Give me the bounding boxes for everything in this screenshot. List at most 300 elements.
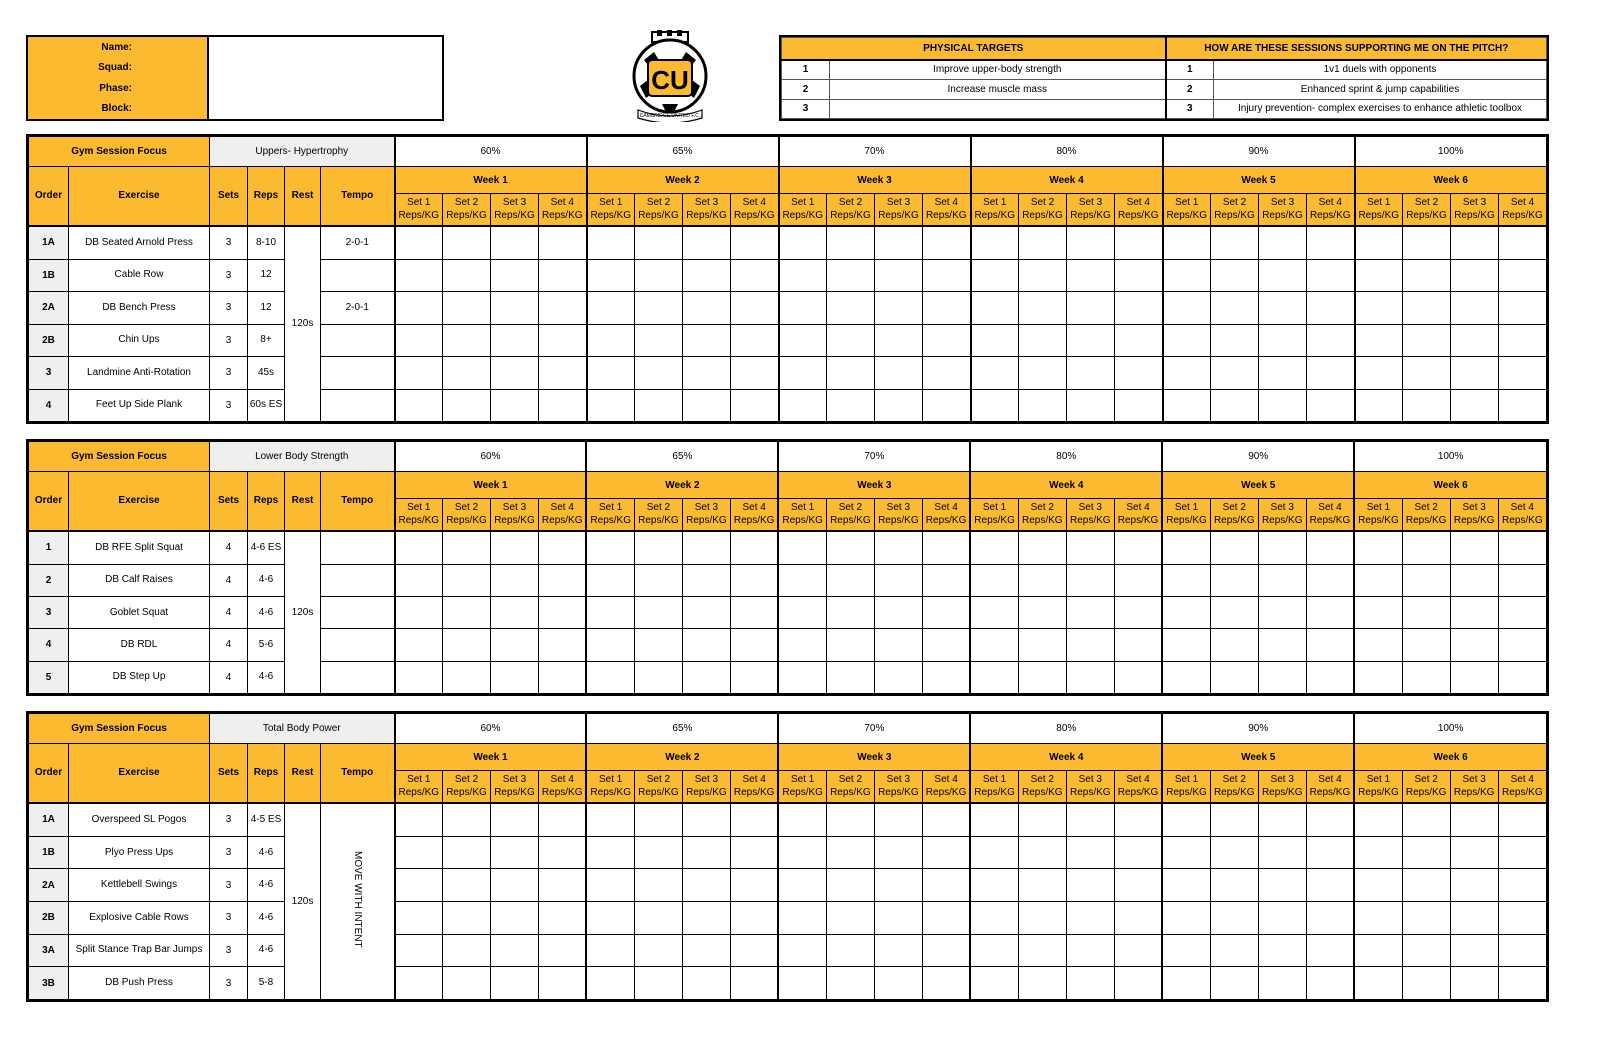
- log-entry-cell[interactable]: [778, 661, 826, 693]
- log-entry-cell[interactable]: [491, 292, 539, 324]
- log-entry-cell[interactable]: [1354, 934, 1402, 967]
- log-entry-cell[interactable]: [778, 531, 826, 565]
- log-entry-cell[interactable]: [538, 803, 586, 837]
- log-entry-cell[interactable]: [1067, 324, 1115, 356]
- log-entry-cell[interactable]: [1018, 902, 1066, 935]
- log-entry-cell[interactable]: [682, 803, 730, 837]
- log-entry-cell[interactable]: [971, 389, 1019, 421]
- log-entry-cell[interactable]: [586, 902, 634, 935]
- log-entry-cell[interactable]: [1402, 869, 1450, 902]
- log-entry-cell[interactable]: [827, 226, 875, 260]
- log-entry-cell[interactable]: [1403, 226, 1451, 260]
- log-entry-cell[interactable]: [1114, 836, 1162, 869]
- log-entry-cell[interactable]: [1114, 869, 1162, 902]
- log-entry-cell[interactable]: [586, 596, 634, 628]
- log-entry-cell[interactable]: [1163, 292, 1211, 324]
- log-entry-cell[interactable]: [443, 869, 491, 902]
- log-entry-cell[interactable]: [682, 564, 730, 596]
- log-entry-cell[interactable]: [1354, 596, 1402, 628]
- log-entry-cell[interactable]: [682, 902, 730, 935]
- log-entry-cell[interactable]: [1450, 934, 1498, 967]
- log-entry-cell[interactable]: [395, 869, 443, 902]
- log-entry-cell[interactable]: [1354, 836, 1402, 869]
- log-entry-cell[interactable]: [1162, 803, 1210, 837]
- log-entry-cell[interactable]: [970, 869, 1018, 902]
- log-entry-cell[interactable]: [443, 259, 491, 291]
- log-entry-cell[interactable]: [875, 226, 923, 260]
- log-entry-cell[interactable]: [1210, 803, 1258, 837]
- log-entry-cell[interactable]: [875, 324, 923, 356]
- log-entry-cell[interactable]: [778, 967, 826, 1000]
- log-entry-cell[interactable]: [730, 836, 778, 869]
- log-entry-cell[interactable]: [1306, 934, 1354, 967]
- log-entry-cell[interactable]: [634, 967, 682, 1000]
- log-entry-cell[interactable]: [1499, 292, 1547, 324]
- log-entry-cell[interactable]: [491, 357, 539, 389]
- log-entry-cell[interactable]: [443, 292, 491, 324]
- log-entry-cell[interactable]: [634, 629, 682, 661]
- log-entry-cell[interactable]: [491, 389, 539, 421]
- log-entry-cell[interactable]: [443, 596, 491, 628]
- log-entry-cell[interactable]: [586, 629, 634, 661]
- log-entry-cell[interactable]: [1210, 531, 1258, 565]
- log-entry-cell[interactable]: [1162, 661, 1210, 693]
- log-entry-cell[interactable]: [730, 902, 778, 935]
- log-entry-cell[interactable]: [1451, 357, 1499, 389]
- log-entry-cell[interactable]: [443, 836, 491, 869]
- log-entry-cell[interactable]: [874, 661, 922, 693]
- log-entry-cell[interactable]: [1307, 259, 1355, 291]
- log-entry-cell[interactable]: [586, 836, 634, 869]
- log-entry-cell[interactable]: [539, 357, 587, 389]
- log-entry-cell[interactable]: [923, 226, 971, 260]
- log-entry-cell[interactable]: [538, 531, 586, 565]
- log-entry-cell[interactable]: [683, 226, 731, 260]
- log-entry-cell[interactable]: [682, 836, 730, 869]
- log-entry-cell[interactable]: [443, 226, 491, 260]
- log-entry-cell[interactable]: [635, 226, 683, 260]
- log-entry-cell[interactable]: [970, 836, 1018, 869]
- log-entry-cell[interactable]: [635, 324, 683, 356]
- log-entry-cell[interactable]: [587, 324, 635, 356]
- log-entry-cell[interactable]: [778, 596, 826, 628]
- log-entry-cell[interactable]: [971, 292, 1019, 324]
- log-entry-cell[interactable]: [491, 324, 539, 356]
- log-entry-cell[interactable]: [826, 564, 874, 596]
- log-entry-cell[interactable]: [778, 564, 826, 596]
- log-entry-cell[interactable]: [922, 902, 970, 935]
- log-entry-cell[interactable]: [778, 629, 826, 661]
- log-entry-cell[interactable]: [971, 357, 1019, 389]
- log-entry-cell[interactable]: [1258, 661, 1306, 693]
- log-entry-cell[interactable]: [1402, 967, 1450, 1000]
- log-entry-cell[interactable]: [1258, 564, 1306, 596]
- log-entry-cell[interactable]: [587, 357, 635, 389]
- log-entry-cell[interactable]: [443, 324, 491, 356]
- log-entry-cell[interactable]: [1258, 531, 1306, 565]
- log-entry-cell[interactable]: [1259, 226, 1307, 260]
- log-entry-cell[interactable]: [395, 836, 443, 869]
- log-entry-cell[interactable]: [1450, 803, 1498, 837]
- log-entry-cell[interactable]: [490, 564, 538, 596]
- log-entry-cell[interactable]: [1306, 836, 1354, 869]
- log-entry-cell[interactable]: [443, 629, 491, 661]
- log-entry-cell[interactable]: [490, 531, 538, 565]
- log-entry-cell[interactable]: [827, 357, 875, 389]
- log-entry-cell[interactable]: [826, 836, 874, 869]
- log-entry-cell[interactable]: [1066, 803, 1114, 837]
- log-entry-cell[interactable]: [826, 934, 874, 967]
- log-entry-cell[interactable]: [1114, 596, 1162, 628]
- log-entry-cell[interactable]: [1162, 596, 1210, 628]
- log-entry-cell[interactable]: [1498, 967, 1546, 1000]
- log-entry-cell[interactable]: [874, 967, 922, 1000]
- log-entry-cell[interactable]: [443, 389, 491, 421]
- log-entry-cell[interactable]: [1354, 531, 1402, 565]
- log-entry-cell[interactable]: [1019, 389, 1067, 421]
- log-entry-cell[interactable]: [683, 389, 731, 421]
- log-entry-cell[interactable]: [778, 836, 826, 869]
- log-entry-cell[interactable]: [922, 869, 970, 902]
- log-entry-cell[interactable]: [443, 564, 491, 596]
- log-entry-cell[interactable]: [874, 836, 922, 869]
- log-entry-cell[interactable]: [826, 869, 874, 902]
- log-entry-cell[interactable]: [635, 292, 683, 324]
- log-entry-cell[interactable]: [538, 661, 586, 693]
- log-entry-cell[interactable]: [1259, 324, 1307, 356]
- log-entry-cell[interactable]: [538, 836, 586, 869]
- log-entry-cell[interactable]: [779, 292, 827, 324]
- log-entry-cell[interactable]: [1163, 389, 1211, 421]
- log-entry-cell[interactable]: [731, 357, 779, 389]
- log-entry-cell[interactable]: [1067, 292, 1115, 324]
- log-entry-cell[interactable]: [826, 902, 874, 935]
- log-entry-cell[interactable]: [1163, 226, 1211, 260]
- log-entry-cell[interactable]: [1450, 661, 1498, 693]
- log-entry-cell[interactable]: [1259, 389, 1307, 421]
- log-entry-cell[interactable]: [922, 934, 970, 967]
- log-entry-cell[interactable]: [1114, 629, 1162, 661]
- log-entry-cell[interactable]: [634, 869, 682, 902]
- log-entry-cell[interactable]: [1307, 389, 1355, 421]
- log-entry-cell[interactable]: [730, 531, 778, 565]
- log-entry-cell[interactable]: [1402, 596, 1450, 628]
- log-entry-cell[interactable]: [538, 902, 586, 935]
- log-entry-cell[interactable]: [538, 629, 586, 661]
- log-entry-cell[interactable]: [971, 324, 1019, 356]
- log-entry-cell[interactable]: [826, 803, 874, 837]
- log-entry-cell[interactable]: [731, 226, 779, 260]
- log-entry-cell[interactable]: [1210, 967, 1258, 1000]
- log-entry-cell[interactable]: [395, 934, 443, 967]
- log-entry-cell[interactable]: [1210, 836, 1258, 869]
- log-entry-cell[interactable]: [682, 661, 730, 693]
- log-entry-cell[interactable]: [586, 934, 634, 967]
- log-entry-cell[interactable]: [922, 967, 970, 1000]
- log-entry-cell[interactable]: [1402, 803, 1450, 837]
- log-entry-cell[interactable]: [1355, 357, 1403, 389]
- log-entry-cell[interactable]: [443, 531, 491, 565]
- log-entry-cell[interactable]: [634, 803, 682, 837]
- log-entry-cell[interactable]: [490, 836, 538, 869]
- log-entry-cell[interactable]: [443, 803, 491, 837]
- log-entry-cell[interactable]: [1211, 292, 1259, 324]
- log-entry-cell[interactable]: [539, 226, 587, 260]
- log-entry-cell[interactable]: [1115, 324, 1163, 356]
- log-entry-cell[interactable]: [1066, 869, 1114, 902]
- log-entry-cell[interactable]: [1354, 564, 1402, 596]
- log-entry-cell[interactable]: [1162, 531, 1210, 565]
- log-entry-cell[interactable]: [922, 661, 970, 693]
- log-entry-cell[interactable]: [682, 869, 730, 902]
- log-entry-cell[interactable]: [1114, 564, 1162, 596]
- log-entry-cell[interactable]: [1211, 357, 1259, 389]
- log-entry-cell[interactable]: [779, 324, 827, 356]
- log-entry-cell[interactable]: [778, 803, 826, 837]
- log-entry-cell[interactable]: [1307, 292, 1355, 324]
- log-entry-cell[interactable]: [826, 967, 874, 1000]
- log-entry-cell[interactable]: [1067, 389, 1115, 421]
- log-entry-cell[interactable]: [395, 324, 443, 356]
- log-entry-cell[interactable]: [1403, 259, 1451, 291]
- log-entry-cell[interactable]: [1115, 357, 1163, 389]
- log-entry-cell[interactable]: [1258, 803, 1306, 837]
- log-entry-cell[interactable]: [1450, 564, 1498, 596]
- log-entry-cell[interactable]: [922, 564, 970, 596]
- log-entry-cell[interactable]: [1451, 292, 1499, 324]
- log-entry-cell[interactable]: [587, 389, 635, 421]
- log-entry-cell[interactable]: [1210, 629, 1258, 661]
- log-entry-cell[interactable]: [490, 967, 538, 1000]
- log-entry-cell[interactable]: [1402, 531, 1450, 565]
- log-entry-cell[interactable]: [778, 902, 826, 935]
- log-entry-cell[interactable]: [1018, 661, 1066, 693]
- log-entry-cell[interactable]: [1067, 226, 1115, 260]
- log-entry-cell[interactable]: [1403, 324, 1451, 356]
- log-entry-cell[interactable]: [586, 661, 634, 693]
- log-entry-cell[interactable]: [874, 531, 922, 565]
- log-entry-cell[interactable]: [1402, 629, 1450, 661]
- log-entry-cell[interactable]: [586, 967, 634, 1000]
- log-entry-cell[interactable]: [970, 531, 1018, 565]
- log-entry-cell[interactable]: [1018, 803, 1066, 837]
- log-entry-cell[interactable]: [1306, 531, 1354, 565]
- log-entry-cell[interactable]: [1498, 934, 1546, 967]
- log-entry-cell[interactable]: [1018, 869, 1066, 902]
- log-entry-cell[interactable]: [443, 357, 491, 389]
- log-entry-cell[interactable]: [1450, 596, 1498, 628]
- log-entry-cell[interactable]: [635, 259, 683, 291]
- log-entry-cell[interactable]: [875, 259, 923, 291]
- log-entry-cell[interactable]: [1163, 259, 1211, 291]
- log-entry-cell[interactable]: [1306, 596, 1354, 628]
- log-entry-cell[interactable]: [635, 389, 683, 421]
- log-entry-cell[interactable]: [1018, 629, 1066, 661]
- log-entry-cell[interactable]: [1498, 564, 1546, 596]
- log-entry-cell[interactable]: [539, 389, 587, 421]
- log-entry-cell[interactable]: [1306, 902, 1354, 935]
- log-entry-cell[interactable]: [1115, 226, 1163, 260]
- pitch-target-text[interactable]: 1v1 duels with opponents: [1214, 60, 1547, 80]
- physical-target-text[interactable]: [830, 99, 1166, 118]
- log-entry-cell[interactable]: [730, 661, 778, 693]
- log-entry-cell[interactable]: [1066, 661, 1114, 693]
- log-entry-cell[interactable]: [395, 226, 443, 260]
- log-entry-cell[interactable]: [875, 357, 923, 389]
- log-entry-cell[interactable]: [682, 531, 730, 565]
- log-entry-cell[interactable]: [1115, 292, 1163, 324]
- log-entry-cell[interactable]: [1354, 967, 1402, 1000]
- log-entry-cell[interactable]: [1451, 389, 1499, 421]
- log-entry-cell[interactable]: [1259, 357, 1307, 389]
- log-entry-cell[interactable]: [634, 596, 682, 628]
- log-entry-cell[interactable]: [827, 259, 875, 291]
- log-entry-cell[interactable]: [1498, 661, 1546, 693]
- log-entry-cell[interactable]: [1066, 531, 1114, 565]
- log-entry-cell[interactable]: [1258, 934, 1306, 967]
- log-entry-cell[interactable]: [1451, 259, 1499, 291]
- log-entry-cell[interactable]: [1499, 259, 1547, 291]
- log-entry-cell[interactable]: [395, 564, 443, 596]
- log-entry-cell[interactable]: [1066, 629, 1114, 661]
- log-entry-cell[interactable]: [779, 357, 827, 389]
- log-entry-cell[interactable]: [1499, 389, 1547, 421]
- log-entry-cell[interactable]: [1258, 629, 1306, 661]
- log-entry-cell[interactable]: [1355, 259, 1403, 291]
- log-entry-cell[interactable]: [395, 629, 443, 661]
- log-entry-cell[interactable]: [1307, 357, 1355, 389]
- log-entry-cell[interactable]: [1498, 869, 1546, 902]
- log-entry-cell[interactable]: [539, 259, 587, 291]
- log-entry-cell[interactable]: [1210, 661, 1258, 693]
- log-entry-cell[interactable]: [586, 869, 634, 902]
- log-entry-cell[interactable]: [1450, 836, 1498, 869]
- log-entry-cell[interactable]: [1498, 902, 1546, 935]
- log-entry-cell[interactable]: [826, 661, 874, 693]
- log-entry-cell[interactable]: [1018, 596, 1066, 628]
- log-entry-cell[interactable]: [1259, 292, 1307, 324]
- log-entry-cell[interactable]: [730, 629, 778, 661]
- physical-target-text[interactable]: Improve upper-body strength: [830, 60, 1166, 80]
- log-entry-cell[interactable]: [491, 259, 539, 291]
- log-entry-cell[interactable]: [730, 596, 778, 628]
- log-entry-cell[interactable]: [1354, 661, 1402, 693]
- log-entry-cell[interactable]: [730, 967, 778, 1000]
- log-entry-cell[interactable]: [970, 803, 1018, 837]
- log-entry-cell[interactable]: [922, 629, 970, 661]
- log-entry-cell[interactable]: [826, 531, 874, 565]
- log-entry-cell[interactable]: [395, 967, 443, 1000]
- log-entry-cell[interactable]: [395, 902, 443, 935]
- log-entry-cell[interactable]: [874, 803, 922, 837]
- log-entry-cell[interactable]: [395, 531, 443, 565]
- log-entry-cell[interactable]: [538, 934, 586, 967]
- log-entry-cell[interactable]: [395, 259, 443, 291]
- log-entry-cell[interactable]: [1402, 564, 1450, 596]
- log-entry-cell[interactable]: [923, 357, 971, 389]
- log-entry-cell[interactable]: [395, 292, 443, 324]
- log-entry-cell[interactable]: [922, 596, 970, 628]
- log-entry-cell[interactable]: [491, 226, 539, 260]
- log-entry-cell[interactable]: [1018, 934, 1066, 967]
- log-entry-cell[interactable]: [1307, 324, 1355, 356]
- log-entry-cell[interactable]: [587, 226, 635, 260]
- log-entry-cell[interactable]: [443, 967, 491, 1000]
- log-entry-cell[interactable]: [539, 292, 587, 324]
- log-entry-cell[interactable]: [827, 389, 875, 421]
- log-entry-cell[interactable]: [490, 596, 538, 628]
- log-entry-cell[interactable]: [1306, 661, 1354, 693]
- log-entry-cell[interactable]: [1306, 967, 1354, 1000]
- log-entry-cell[interactable]: [1018, 564, 1066, 596]
- log-entry-cell[interactable]: [1018, 836, 1066, 869]
- log-entry-cell[interactable]: [1403, 357, 1451, 389]
- log-entry-cell[interactable]: [874, 629, 922, 661]
- log-entry-cell[interactable]: [1402, 836, 1450, 869]
- log-entry-cell[interactable]: [1067, 357, 1115, 389]
- log-entry-cell[interactable]: [874, 869, 922, 902]
- log-entry-cell[interactable]: [778, 869, 826, 902]
- log-entry-cell[interactable]: [1211, 324, 1259, 356]
- log-entry-cell[interactable]: [1211, 389, 1259, 421]
- log-entry-cell[interactable]: [1066, 902, 1114, 935]
- log-entry-cell[interactable]: [1499, 357, 1547, 389]
- log-entry-cell[interactable]: [634, 661, 682, 693]
- log-entry-cell[interactable]: [874, 902, 922, 935]
- log-entry-cell[interactable]: [1258, 596, 1306, 628]
- log-entry-cell[interactable]: [683, 324, 731, 356]
- log-entry-cell[interactable]: [1258, 869, 1306, 902]
- log-entry-cell[interactable]: [970, 902, 1018, 935]
- log-entry-cell[interactable]: [874, 564, 922, 596]
- log-entry-cell[interactable]: [779, 259, 827, 291]
- log-entry-cell[interactable]: [1210, 564, 1258, 596]
- log-entry-cell[interactable]: [539, 324, 587, 356]
- log-entry-cell[interactable]: [778, 934, 826, 967]
- log-entry-cell[interactable]: [923, 324, 971, 356]
- log-entry-cell[interactable]: [1499, 226, 1547, 260]
- log-entry-cell[interactable]: [923, 292, 971, 324]
- log-entry-cell[interactable]: [922, 803, 970, 837]
- log-entry-cell[interactable]: [1019, 226, 1067, 260]
- log-entry-cell[interactable]: [490, 803, 538, 837]
- log-entry-cell[interactable]: [1451, 324, 1499, 356]
- log-entry-cell[interactable]: [683, 259, 731, 291]
- log-entry-cell[interactable]: [874, 934, 922, 967]
- log-entry-cell[interactable]: [1114, 661, 1162, 693]
- log-entry-cell[interactable]: [1066, 967, 1114, 1000]
- log-entry-cell[interactable]: [1114, 967, 1162, 1000]
- log-entry-cell[interactable]: [1019, 357, 1067, 389]
- log-entry-cell[interactable]: [395, 596, 443, 628]
- log-entry-cell[interactable]: [1018, 531, 1066, 565]
- log-entry-cell[interactable]: [1114, 934, 1162, 967]
- log-entry-cell[interactable]: [395, 803, 443, 837]
- log-entry-cell[interactable]: [1210, 596, 1258, 628]
- physical-target-text[interactable]: Increase muscle mass: [830, 80, 1166, 99]
- log-entry-cell[interactable]: [971, 259, 1019, 291]
- log-entry-cell[interactable]: [1355, 324, 1403, 356]
- log-entry-cell[interactable]: [443, 902, 491, 935]
- log-entry-cell[interactable]: [923, 259, 971, 291]
- log-entry-cell[interactable]: [682, 967, 730, 1000]
- log-entry-cell[interactable]: [1450, 531, 1498, 565]
- log-entry-cell[interactable]: [1211, 259, 1259, 291]
- log-entry-cell[interactable]: [683, 357, 731, 389]
- log-entry-cell[interactable]: [1450, 967, 1498, 1000]
- log-entry-cell[interactable]: [1306, 629, 1354, 661]
- log-entry-cell[interactable]: [731, 324, 779, 356]
